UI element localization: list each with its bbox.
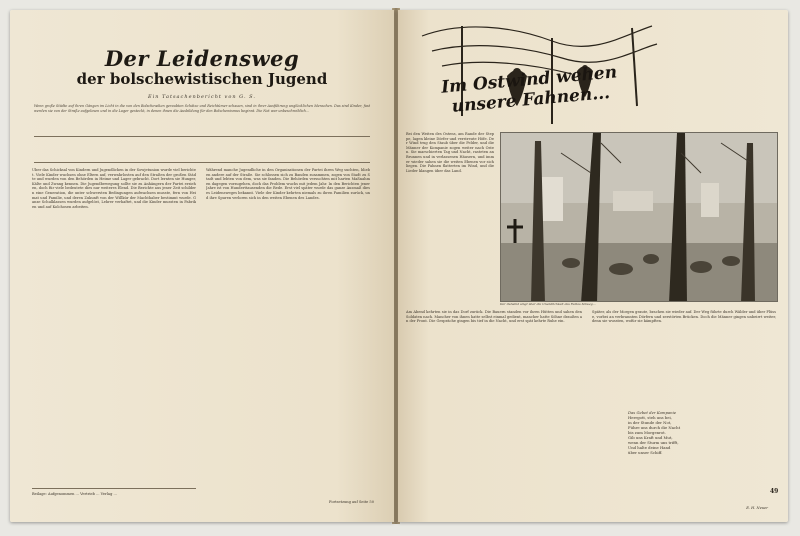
imprint: Beilage: Aufgenommen ... Vertrieb ... Verlag ... [32, 492, 117, 496]
poem-title: Das Gebet der Kompanie [628, 410, 677, 415]
poem-line: Und halte deine Hand [628, 445, 671, 450]
article-byline: Ein Tatsachenbericht von G. S. [148, 94, 256, 100]
photo-caption: Der Ostwind singt über die Unendlichkeit des Feldes hinweg... [500, 302, 596, 306]
poem-line: in der Stunde der Not, [628, 420, 672, 425]
article-subtitle: der bolschewistischen Jugend [76, 70, 328, 88]
poem-line: Gib uns Kraft und Mut, [628, 435, 673, 440]
village-photo [500, 132, 778, 302]
author-signature: E. H. Neuer [746, 506, 768, 510]
body-text-2: Während manche Jugendliche in den Organisationen der Partei ihren Weg suchten, blieben andere auf der Straße. Sie schlossen sich zu Banden zusammen, zogen von Stadt zu Stadt und lebten von dem, was sie fanden. Die Behörden versuchten mit harten Maßnahmen dagegen vorzugehen, doch das Problem wuchs mit jedem Jahr. In den Berichten jener Jahre ist von Hunderttausenden die Rede. Erst viel später wurde das ganze Ausmaß dieses Leidensweges bekannt. Viele der Kinder kehrten niemals zu ihren Familien zurück, und ihre Spuren verloren sich in den weiten Ebenen des Landes. [206, 168, 370, 200]
body-column-2 [206, 168, 370, 484]
poem-line: bis zum Morgenrot. [628, 430, 666, 435]
lower-left-text: Am Abend kehrten sie in das Dorf zurück. Die Bauern standen vor ihren Hütten und sahen den Soldaten nach. Mancher von ihnen hatte selbst einmal gedient, mancher hatte Söhne draußen an der Front. Die Gespräche gingen bis tief in die Nacht, und erst spät kehrte Ruhe ein. [406, 310, 582, 324]
right-page [398, 10, 788, 522]
body-divider [34, 162, 370, 163]
right-column-lower-left [406, 310, 582, 500]
body-column-1 [32, 168, 196, 484]
lower-right-text: Später, als der Morgen graute, brachen sie wieder auf. Der Weg führte durch Wälder und über Flüsse, vorbei an verbrannten Dörfern und zerstörten Brücken. Doch die Männer gingen unbeirrt weiter, denn sie wussten, wofür sie kämpften. [592, 310, 776, 324]
right-column-lower-right [592, 310, 776, 370]
poem-line: wenn der Sturm uns trifft, [628, 440, 679, 445]
poem-line: über unser Schiff. [628, 450, 663, 455]
footer-divider [32, 488, 196, 489]
body-text-1: Über das Schicksal von Kindern und Jugendlichen in der Sowjetunion wurde viel berichtet. Viele Kinder wuchsen ohne Eltern auf, verwahrlosten auf den Straßen der großen Städte und wurden von den Behörden in Heime und Lager gebracht. Dort lernten sie Hunger, Kälte und Zwang kennen. Die Jugendbewegung sollte sie zu Anhängern der Partei erziehen, doch für viele bedeutete dies nur weiteres Elend. Die Berichte aus jener Zeit schildern eine Generation, die unter schwersten Bedingungen aufwachsen musste, fern von Heimat und Familie, und deren Zukunft von der Willkür der Machthaber bestimmt wurde. Ganze Schulklassen wurden aufgelöst, Lehrer verhaftet, und die Kinder mussten in Fabriken und auf Kolchosen arbeiten. [32, 168, 196, 209]
right-col-text: Bei den Weiten des Ostens, am Rande der Steppe, lagen kleine Dörfer und verstreute Höfe. Der Wind trug den Staub über die Felder, und die Männer der Kompanie zogen weiter nach Osten. Sie marschierten Tag und Nacht, rasteten an Brunnen und in verlassenen Häusern, und immer wieder sahen sie die weiten Ebenen vor sich liegen. Die Fahnen flatterten im Wind, und die Lieder klangen über das Land. [406, 132, 494, 173]
poem [628, 410, 768, 455]
intro-divider [34, 136, 370, 137]
continuation-note: Fortsetzung auf Seite 50 [329, 500, 374, 504]
banner-title: Im Ostwind wehen unsere Fahnen... [440, 62, 618, 117]
poem-line: Führe uns durch die Nacht [628, 425, 681, 430]
poem-line: Herrgott, steh uns bei, [628, 415, 672, 420]
article-intro: Wenn große Städte auf ihren Gängen im Licht in die von den Bolschewiken geraubten Schätze und Reichtümer schauen, sind in ihrer Ausführung unglücklichen Menschen. Das sind Kinder, fast werden sie von der Straße aufgelesen und in die Lager gesteckt, in denen ihnen die Ausbildung für den Bolschewismus beginnt. Die Not war unbeschreiblich... [34, 104, 370, 113]
left-page [10, 10, 394, 522]
article-title: Der Leidensweg [104, 46, 300, 71]
page-number: 49 [770, 488, 779, 495]
